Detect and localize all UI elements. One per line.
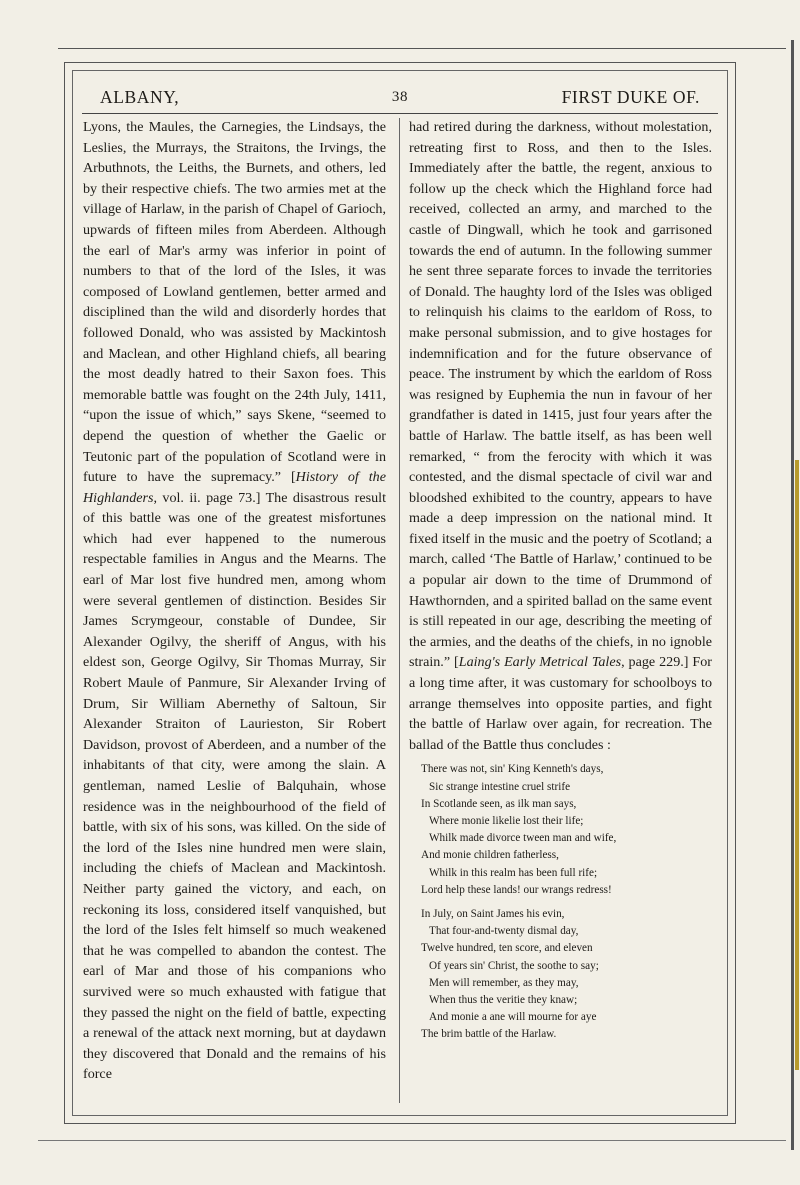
header-left-title: ALBANY, (100, 87, 180, 107)
header-rule (82, 113, 718, 114)
verse-line: Whilk in this realm has been full rife; (429, 866, 598, 879)
left-column (83, 117, 386, 1085)
right-column (409, 117, 712, 1051)
citation: History of the Highlanders (83, 469, 386, 506)
verse-line: Men will remember, as they may, (429, 976, 579, 989)
verse-line: In July, on Saint James his evin, (421, 908, 565, 921)
verse-line: Sic strange intestine cruel strife (429, 780, 571, 793)
verse-line: In Scotlande seen, as ilk man says, (421, 797, 577, 810)
verse-line: Twelve hundred, ten score, and eleven (421, 942, 593, 955)
verse-line: The brim battle of the Harlaw. (421, 1028, 557, 1041)
verse-line: That four-and-twenty dismal day, (429, 925, 579, 938)
citation: Laing's Early Metrical Tales (458, 654, 622, 671)
page-edge-tab (795, 460, 799, 1070)
verse-line: Of years sin' Christ, the soothe to say; (429, 959, 599, 972)
header-right-title: FIRST DUKE OF. (561, 87, 700, 107)
verse-line: And monie children fatherless, (421, 849, 559, 862)
page-top-rule (58, 48, 786, 49)
verse-line: And monie a ane will mourne for aye (429, 1011, 597, 1024)
verse-line: Lord help these lands! our wrangs redress! (421, 883, 612, 896)
page-edge (791, 40, 794, 1150)
verse-line: Where monie likelie lost their life; (429, 815, 584, 828)
paragraph: had retired during the darkness, without molestation, retreating first to Ross, and then to the Isles. Immediately after the battle, the regent, anxious to follow up the check which the Highland force had received, collected an army, and marched to the castle of Dingwall, which he took and garrisoned towards the end of autumn. In the following summer he sent three separate forces to invade the territories of Donald. The haughty lord of the Isles was obliged to relinquish his claims to the earldom of Ross, to make personal submission, and to give hostages for indemnification and for the future observance of peace. The instrument by which the earldom of Ross was resigned by Euphemia the nun in favour of her grandfather is dated in 1415, just four years after the battle of Harlaw. The battle itself, as has been well remarked, “ from the ferocity with which it was contested, and the dismal spectacle of civil war and bloodshed exhibited to the country, appears to have made a deep impression on the national mind. It fixed itself in the music and the poetry of Scotland; a march, called ‘The Battle of Harlaw,’ continued to be a popular air down to the time of Drummond of Hawthornden, and a spirited ballad on the same event is still repeated in our age, describing the meeting of the armies, and the deaths of the chiefs, in no ignoble strain.” [Laing's Early Metrical Tales, page 229.] For a long time after, it was customary for schoolboys to arrange themselves into opposite parties, and fight the battle of Harlaw over again, for recreation. The ballad of the Battle thus concludes : (409, 119, 712, 753)
verse-line: There was not, sin' King Kenneth's days, (421, 763, 604, 776)
paragraph: Lyons, the Maules, the Carnegies, the Lindsays, the Leslies, the Murrays, the Straitons, the Irvings, the Arbuthnots, the Leiths, the Burnets, and others, led by their respective chiefs. The two armies met at the village of Harlaw, in the parish of Chapel of Garioch, upwards of fifteen miles from Aberdeen. Although the earl of Mar's army was inferior in point of numbers to that of the lord of the Isles, it was composed of Lowland gentlemen, better armed and disciplined than the wild and disorderly hordes that followed Donald, who was assisted by Mackintosh and Maclean, and other Highland chiefs, all bearing the most deadly hatred to their Saxon foes. This memorable battle was fought on the 24th July, 1411, “upon the issue of which,” says Skene, “seemed to depend the question of whether the Gaelic or Teutonic part of the population of Scotland were in future to have the supremacy.” [History of the Highlanders, vol. ii. page 73.] The disastrous result of this battle was one of the greatest misfortunes which had ever happened to the numerous respectable families in Angus and the Mearns. The earl of Mar lost five hundred men, among whom were several gentlemen of distinction. Besides Sir James Scrymgeour, constable of Dundee, Sir Alexander Ogilvy, the sheriff of Angus, with his eldest son, George Ogilvy, Sir Thomas Murray, Sir Robert Maule of Panmure, Sir Alexander Irving of Drum, Sir William Abernethy of Saltoun, Sir Alexander Straiton of Laurieston, Sir Robert Davidson, provost of Aberdeen, and a number of the inhabitants of that city, were among the slain. A gentleman, named Leslie of Balquhain, whose residence was in the neighbourhood of the field of battle, with six of his sons, was killed. On the side of the lord of the Isles nine hundred men were slain, including the chiefs of Maclean and Mackintosh. Neither party gained the victory, and each, on reckoning its loss, considered itself vanquished, but the lord of the Isles felt himself so much weakened that he was compelled to abandon the contest. The earl of Mar and those of his companions who survived were so much exhausted with fatigue that they passed the night on the field of battle, expecting a renewal of the attack next morning, but at daydawn they discovered that Donald and the remains of his force (83, 119, 386, 1083)
verse-line: When thus the veritie they knaw; (429, 994, 578, 1007)
page-bottom-rule (38, 1140, 786, 1141)
running-header (84, 87, 716, 111)
verse-line: Whilk made divorce tween man and wife, (429, 832, 617, 845)
ballad-stanza-1 (409, 761, 712, 899)
ballad (409, 761, 712, 1043)
ballad-stanza-2 (409, 906, 712, 1044)
page-number: 38 (391, 89, 409, 105)
column-divider (399, 118, 400, 1103)
